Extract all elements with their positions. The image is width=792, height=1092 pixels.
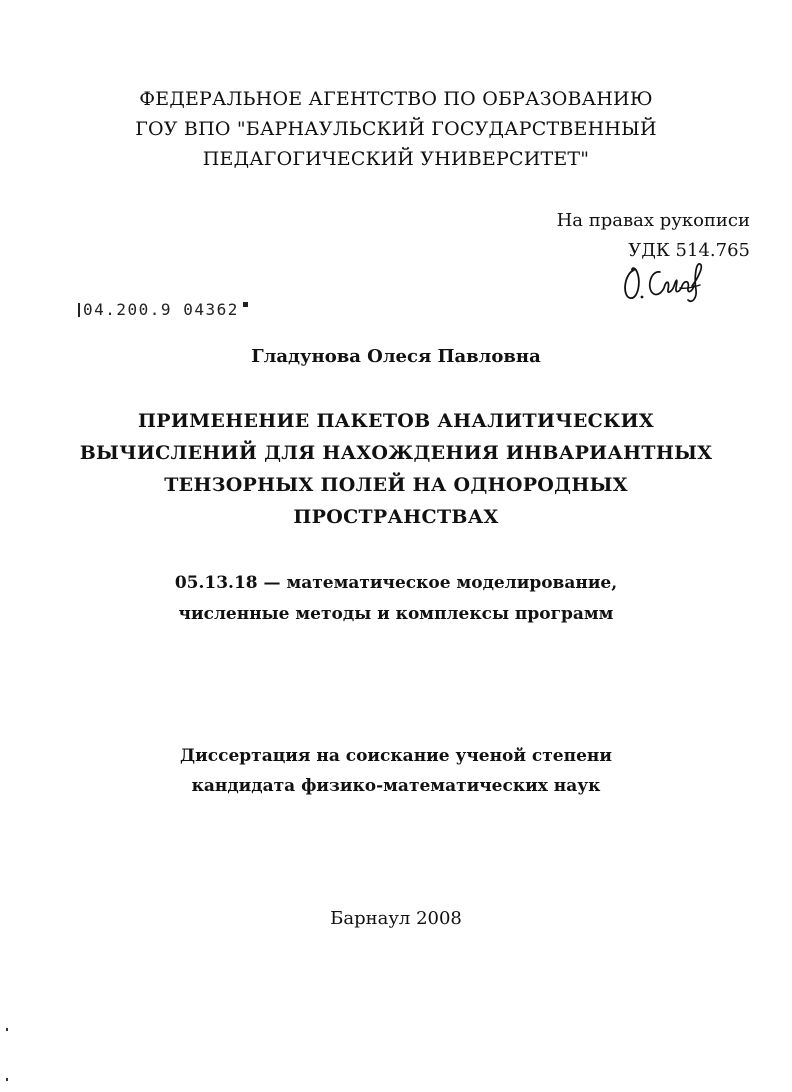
manuscript-note: На правах рукописи — [556, 210, 750, 231]
registration-number-left-mark — [78, 303, 80, 317]
handwritten-signature — [620, 258, 710, 308]
title-line-3: ТЕНЗОРНЫХ ПОЛЕЙ НА ОДНОРОДНЫХ — [164, 474, 628, 496]
specialty-line-2: численные методы и комплексы программ — [178, 604, 614, 624]
degree-line-2: кандидата физико-математических наук — [191, 776, 601, 796]
udc-code: УДК 514.765 — [628, 240, 750, 261]
scan-speck — [6, 1028, 8, 1031]
title-line-2: ВЫЧИСЛЕНИЙ ДЛЯ НАХОЖДЕНИЯ ИНВАРИАНТНЫХ — [79, 442, 713, 464]
place-and-year: Барнаул 2008 — [330, 908, 462, 929]
header-line-2: ГОУ ВПО "БАРНАУЛЬСКИЙ ГОСУДАРСТВЕННЫЙ — [135, 118, 657, 140]
registration-number — [78, 300, 248, 319]
header-line-3: ПЕДАГОГИЧЕСКИЙ УНИВЕРСИТЕТ" — [202, 148, 590, 170]
registration-number-right-mark — [243, 302, 248, 307]
header-line-1: ФЕДЕРАЛЬНОЕ АГЕНТСТВО ПО ОБРАЗОВАНИЮ — [139, 88, 653, 110]
title-line-1: ПРИМЕНЕНИЕ ПАКЕТОВ АНАЛИТИЧЕСКИХ — [138, 410, 654, 432]
registration-number-text: 04.200.9 04362 — [83, 300, 239, 319]
degree-line-1: Диссертация на соискание ученой степени — [180, 746, 612, 766]
specialty-line-1: 05.13.18 — математическое моделирование, — [174, 573, 618, 593]
author-name: Гладунова Олеся Павловна — [251, 346, 541, 367]
scan-speck — [6, 1078, 8, 1081]
title-line-4: ПРОСТРАНСТВАХ — [293, 506, 499, 528]
